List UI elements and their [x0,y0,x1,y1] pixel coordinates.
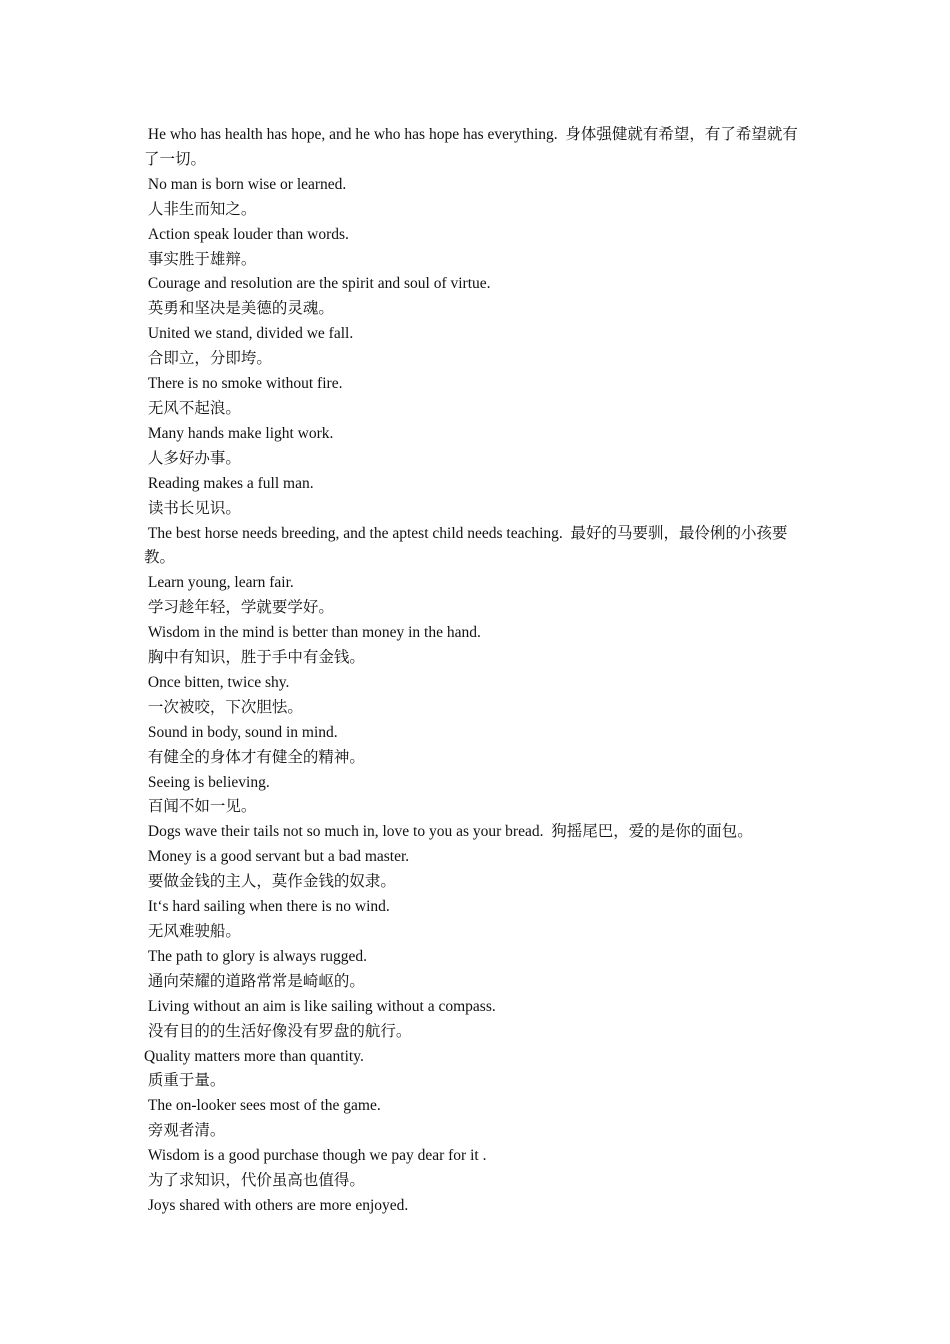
proverb-line: 人非生而知之。 [144,200,257,218]
proverb-line: 百闻不如一见。 [144,798,257,816]
proverb-line: 质重于量。 [144,1072,226,1090]
proverb-line: 为了求知识，代价虽高也值得。 [144,1172,365,1190]
proverb-line: It‘s hard sailing when there is no wind. [144,898,390,916]
proverb-line: Action speak louder than words. [144,225,349,243]
proverb-line: Wisdom is a good purchase though we pay dear for it . [144,1147,487,1165]
proverb-line: Learn young, learn fair. [144,574,294,592]
proverb-line: He who has health has hope, and he who has hope has everything. 身体强健就有希望，有了希望就有了一切。 [144,126,798,168]
proverb-line: Joys shared with others are more enjoyed. [144,1196,409,1214]
proverb-line: 合即立，分即垮。 [144,350,272,368]
proverb-line: The on-looker sees most of the game. [144,1097,381,1115]
proverb-line: Reading makes a full man. [144,474,314,492]
proverb-line: Once bitten, twice shy. [144,673,290,691]
proverb-line: 英勇和坚决是美德的灵魂。 [144,300,334,318]
proverb-line: Sound in body, sound in mind. [144,723,338,741]
proverb-line: 旁观者清。 [144,1122,226,1140]
proverb-line: Many hands make light work. [144,424,334,442]
proverb-line: Seeing is believing. [144,773,270,791]
proverb-line: 有健全的身体才有健全的精神。 [144,748,365,766]
proverb-line: 无风难驶船。 [144,923,241,940]
proverb-line: No man is born wise or learned. [144,175,347,193]
proverb-line: Living without an aim is like sailing without a compass. [144,997,496,1015]
document-page [144,123,810,1219]
proverb-line: 人多好办事。 [144,449,241,467]
proverb-line: 通向荣耀的道路常常是崎岖的。 [144,972,365,990]
proverb-line: 一次被咬，下次胆怯。 [144,698,303,716]
proverb-line: Wisdom in the mind is better than money in the hand. [144,624,481,642]
proverb-line: Money is a good servant but a bad master. [144,848,410,866]
proverb-line: 读书长见识。 [144,499,241,517]
proverb-line: 学习趁年轻，学就要学好。 [144,599,334,617]
proverb-line: Courage and resolution are the spirit and soul of virtue. [144,275,491,293]
proverb-line: 要做金钱的主人，莫作金钱的奴隶。 [144,873,396,891]
proverb-line: 没有目的的生活好像没有罗盘的航行。 [144,1022,412,1040]
proverb-line: The best horse needs breeding, and the aptest child needs teaching. 最好的马要驯，最伶俐的小孩要教。 [144,524,788,567]
proverb-line: The path to glory is always rugged. [144,947,367,965]
proverb-line: 事实胜于雄辩。 [144,250,257,268]
proverb-line: 无风不起浪。 [144,399,241,417]
proverb-line: There is no smoke without fire. [144,375,343,393]
proverb-line: Quality matters more than quantity. [144,1047,364,1065]
proverb-line: 胸中有知识，胜于手中有金钱。 [144,649,365,667]
proverb-line: Dogs wave their tails not so much in, love to you as your bread. 狗摇尾巴，爱的是你的面包。 [144,823,753,841]
proverb-line: United we stand, divided we fall. [144,325,354,343]
